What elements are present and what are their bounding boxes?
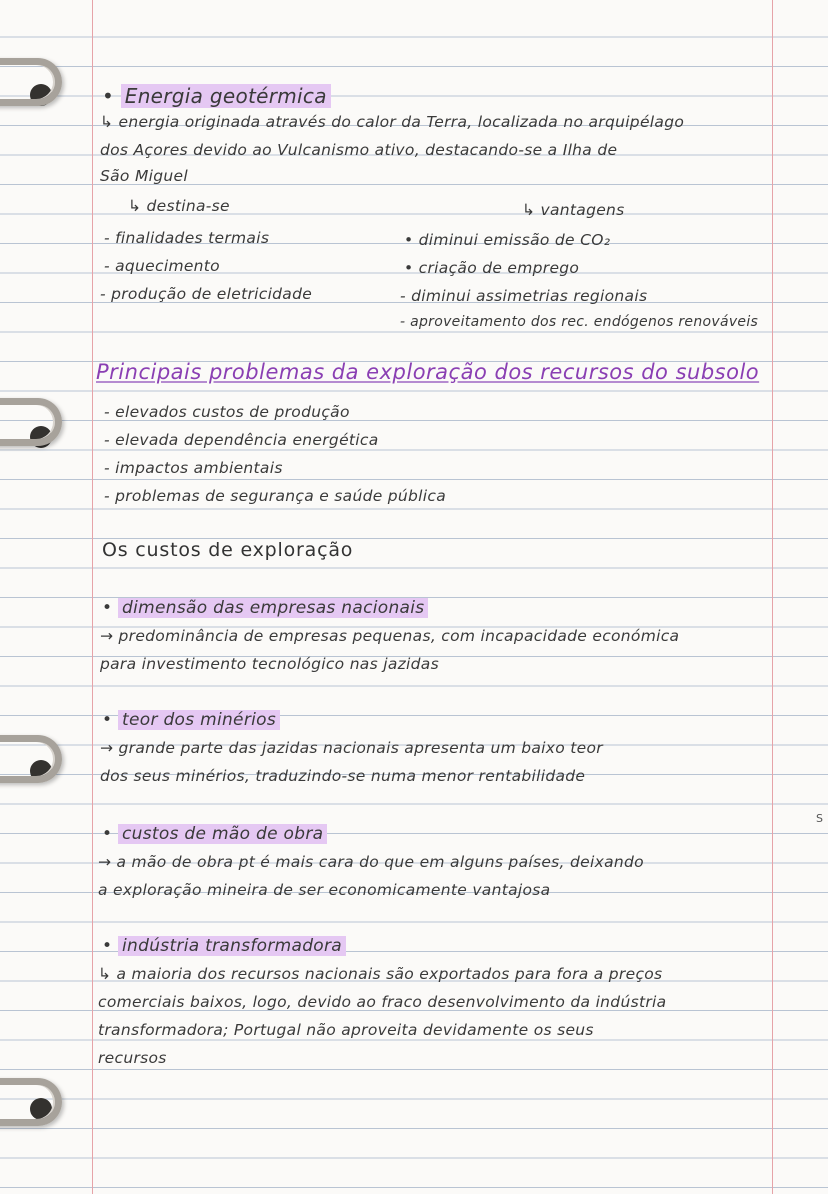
block-line: ↳ a maioria dos recursos nacionais são exportados para fora a preços [98,965,663,983]
block-heading: • indústria transformadora [102,936,346,956]
binder-ring-icon [0,398,62,446]
block-line: recursos [98,1049,167,1067]
section1-desc-line: dos Açores devido ao Vulcanismo ativo, destacando-se a Ilha de [100,141,618,159]
bullet-icon: • [102,824,119,844]
vantagens-item: - diminui assimetrias regionais [400,287,648,305]
section2-item: - elevada dependência energética [104,431,379,449]
block-line: → a mão de obra pt é mais cara do que em alguns países, deixando [98,853,644,871]
bullet-icon: • [102,84,121,108]
right-margin-line [772,0,773,1194]
block-line: → predominância de empresas pequenas, com incapacidade económica [100,627,680,645]
section2-item: - problemas de segurança e saúde pública [104,487,447,505]
section1-title: Energia geotérmica [121,84,331,108]
destina-item: - aquecimento [104,257,220,275]
section1-heading [102,86,331,106]
block-heading: • dimensão das empresas nacionais [102,598,428,618]
vantagens-header: ↳ vantagens [522,201,625,219]
binder-ring-icon [0,735,62,783]
edge-mark: S [816,812,823,825]
bullet-icon: • [102,598,119,618]
binder-ring-icon [0,58,62,106]
destina-item: - produção de eletricidade [100,285,313,303]
section1-desc-line: ↳ energia originada através do calor da Terra, localizada no arquipélago [100,113,685,131]
vantagens-item: • criação de emprego [404,259,580,277]
section2-title: Principais problemas da exploração dos recursos do subsolo [96,360,760,384]
block-line: → grande parte das jazidas nacionais apresenta um baixo teor [100,739,603,757]
block-line: comerciais baixos, logo, devido ao fraco desenvolvimento da indústria [98,993,667,1011]
binder-ring-icon [0,1078,62,1126]
block-line: a exploração mineira de ser economicamente vantajosa [98,881,551,899]
block-line: dos seus minérios, traduzindo-se numa menor rentabilidade [100,767,586,785]
section3-title: Os custos de exploração [102,539,354,561]
bullet-icon: • [102,710,119,730]
left-margin-line [92,0,93,1194]
section2-item: - impactos ambientais [104,459,283,477]
vantagens-item: - aproveitamento dos rec. endógenos renováveis [400,314,759,330]
block-line: para investimento tecnológico nas jazidas [100,655,439,673]
section2-item: - elevados custos de produção [104,403,350,421]
section1-desc-line: São Miguel [100,167,188,185]
block-line: transformadora; Portugal não aproveita devidamente os seus [98,1021,594,1039]
destina-item: - finalidades termais [104,229,270,247]
vantagens-item: • diminui emissão de CO₂ [404,231,611,249]
block-heading: • custos de mão de obra [102,824,327,844]
bullet-icon: • [102,936,119,956]
block-heading: • teor dos minérios [102,710,280,730]
destina-header: ↳ destina-se [128,197,230,215]
